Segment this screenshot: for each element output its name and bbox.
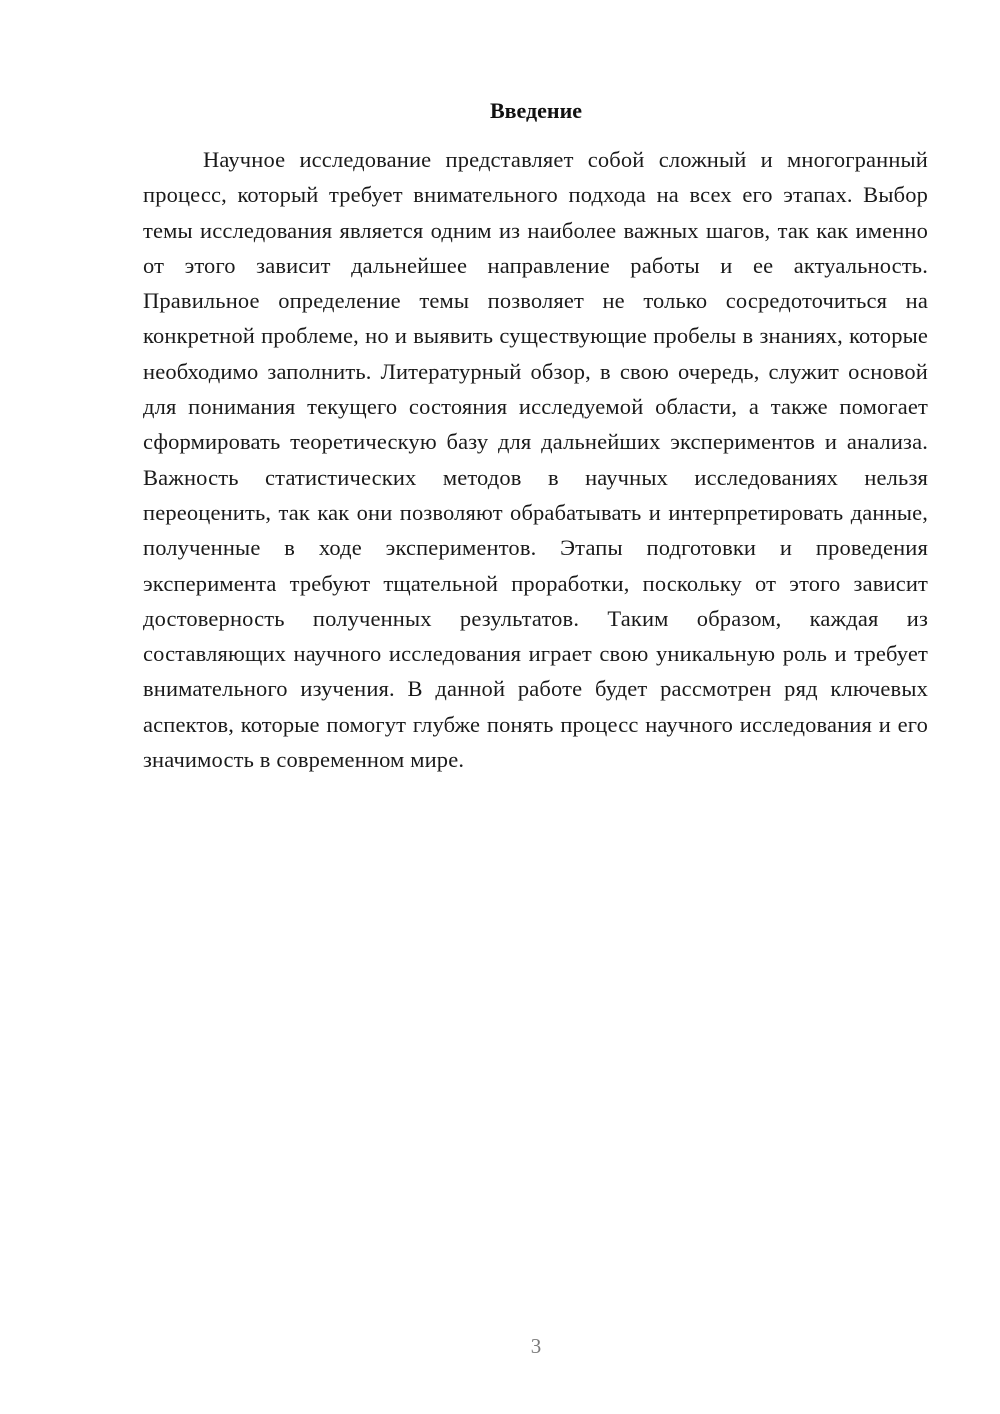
body-paragraph: Научное исследование представляет собой сложный и многогранный процесс, который требует внимательного подхода на всех его этапах. Выбор темы исследования является одним из наиболее важных шагов, так как именно от этого зависит дальнейшее направление работы и ее актуальность. Правильное определение темы позволяет не только сосредоточиться на конкретной проблеме, но и выявить существующие пробелы в знаниях, которые необходимо заполнить. Литературный обзор, в свою очередь, служит основой для понимания текущего состояния исследуемой области, а также помогает сформировать теоретическую базу для дальнейших экспериментов и анализа. Важность статистических методов в научных исследованиях нельзя переоценить, так как они позволяют обрабатывать и интерпретировать данные, полученные в ходе экспериментов. Этапы подготовки и проведения эксперимента требуют тщательной проработки, поскольку от этого зависит достоверность полученных результатов. Таким образом, каждая из составляющих научного исследования играет свою уникальную роль и требует внимательного изучения. В данной работе будет рассмотрен ряд ключевых аспектов, которые помогут глубже понять процесс научного исследования и его значимость в современном мире. bbox=[143, 147, 928, 773]
page-number: 3 bbox=[530, 1334, 542, 1358]
section-heading: Введение bbox=[489, 98, 583, 123]
